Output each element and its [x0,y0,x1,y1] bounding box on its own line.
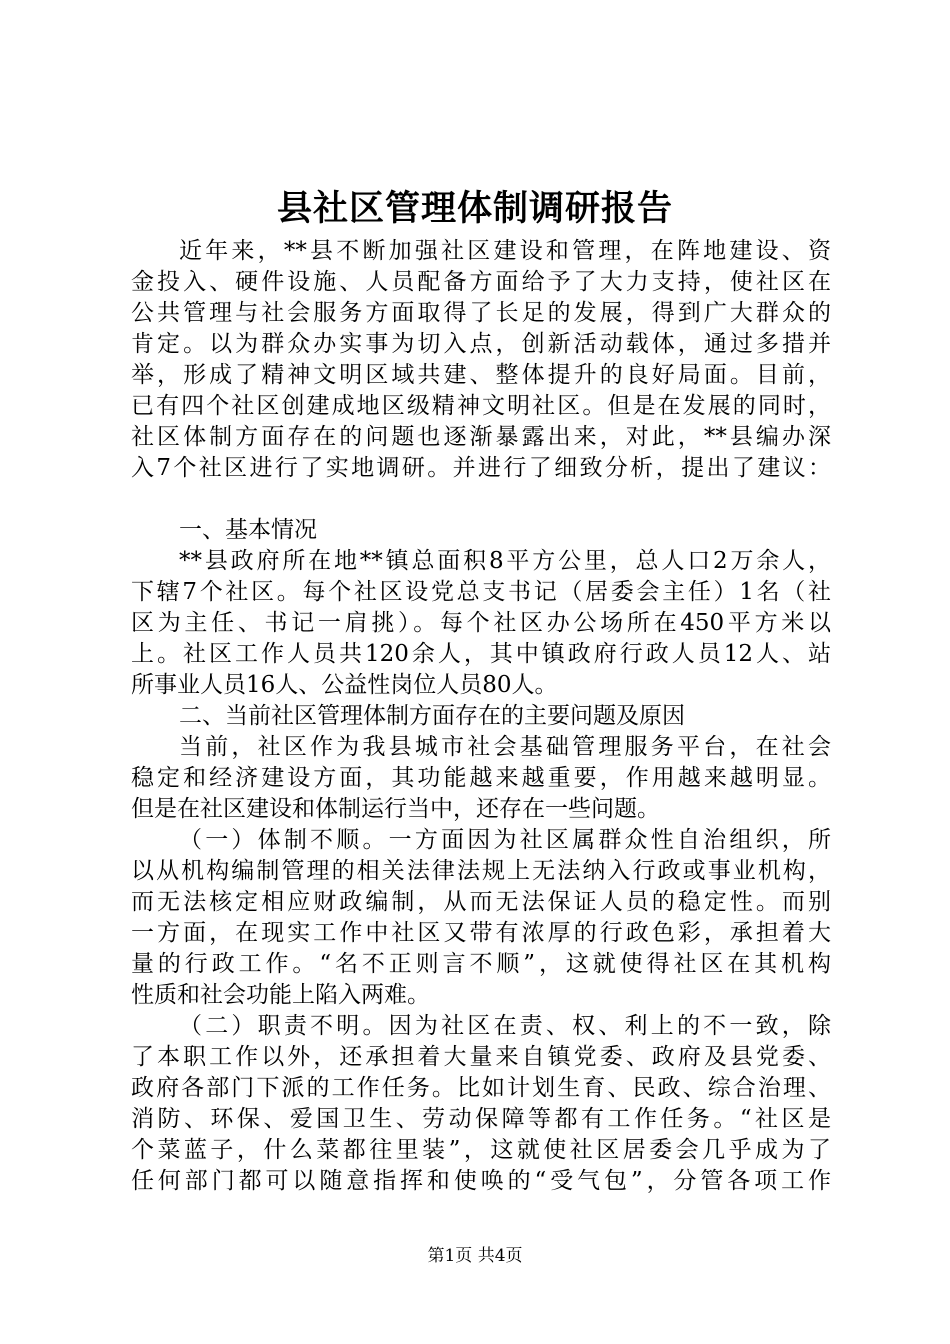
text-line: 量的行政工作。“名不正则言不顺”，这就使得社区在其机构 [131,951,831,977]
section-heading: 二、当前社区管理体制方面存在的主要问题及原因 [179,703,685,729]
text-line: （一）体制不顺。一方面因为社区属群众性自治组织，所 [179,827,831,853]
text-line: 所事业人员16人、公益性岗位人员80人。 [131,672,558,698]
text-line: 社区体制方面存在的问题也逐渐暴露出来，对此，**县编办深 [131,424,831,450]
text-line: 肯定。以为群众办实事为切入点，创新活动载体，通过多措并 [131,331,831,357]
text-line: 金投入、硬件设施、人员配备方面给予了大力支持，使社区在 [131,269,831,295]
text-line: 性质和社会功能上陷入两难。 [131,982,430,1008]
text-line: 一方面，在现实工作中社区又带有浓厚的行政色彩，承担着大 [131,920,831,946]
text-line: 消防、环保、爱国卫生、劳动保障等都有工作任务。“社区是 [131,1106,831,1132]
text-line: 任何部门都可以随意指挥和使唤的“受气包”，分管各项工作 [131,1168,831,1194]
document-body [131,236,831,1197]
text-line: 已有四个社区创建成地区级精神文明社区。但是在发展的同时， [131,393,831,419]
text-line: 个菜蓝子，什么菜都往里装”，这就使社区居委会几乎成为了 [131,1137,831,1163]
text-line: 当前，社区作为我县城市社会基础管理服务平台，在社会 [179,734,831,760]
text-line: 区为主任、书记一肩挑）。每个社区办公场所在450平方米以 [131,610,831,636]
blank-line [131,484,831,515]
text-line: （二）职责不明。因为社区在责、权、利上的不一致，除 [179,1013,831,1039]
text-line: 政府各部门下派的工作任务。比如计划生育、民政、综合治理、 [131,1075,831,1101]
text-line: 近年来，**县不断加强社区建设和管理，在阵地建设、资 [179,238,831,264]
text-line: 举，形成了精神文明区域共建、整体提升的良好局面。目前， [131,362,831,388]
text-line: 以从机构编制管理的相关法律法规上无法纳入行政或事业机构， [131,858,831,884]
text-line: 但是在社区建设和体制运行当中，还存在一些问题。 [131,796,660,822]
text-line: 公共管理与社会服务方面取得了长足的发展，得到广大群众的 [131,300,831,326]
text-line: 而无法核定相应财政编制，从而无法保证人员的稳定性。而别 [131,889,831,915]
text-line: 了本职工作以外，还承担着大量来自镇党委、政府及县党委、 [131,1044,831,1070]
text-line: 上。社区工作人员共120余人，其中镇政府行政人员12人、站 [131,641,831,667]
document-title: 县社区管理体制调研报告 [276,188,673,229]
text-line: 稳定和经济建设方面，其功能越来越重要，作用越来越明显。 [131,765,831,791]
section-heading: 一、基本情况 [179,517,317,543]
text-line: **县政府所在地**镇总面积8平方公里，总人口2万余人， [179,548,831,574]
text-line: 入7个社区进行了实地调研。并进行了细致分析，提出了建议： [131,455,831,481]
text-line: 下辖7个社区。每个社区设党总支书记（居委会主任）1名（社 [131,579,831,605]
page-footer: 第1页 共4页 [427,1246,523,1266]
